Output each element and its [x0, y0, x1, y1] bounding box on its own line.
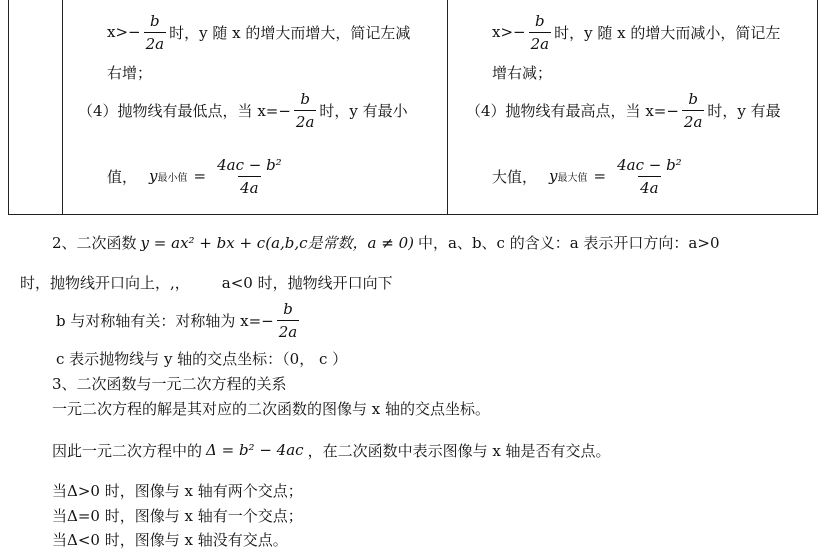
c-meaning-line: c 表示抛物线与 y 轴的交点坐标：（0， c ） — [56, 350, 348, 368]
left-l3-pre: （4）抛物线有最低点，当 x=− — [78, 101, 291, 120]
p2-intro: 2、二次函数 — [52, 233, 137, 252]
left-line-4 — [107, 154, 287, 198]
right-l3-fraction — [682, 90, 705, 131]
left-l4-num: 4ac − b² — [217, 155, 282, 174]
delta-pre: 因此一元二次方程中的 — [52, 441, 203, 460]
left-l3-post: 时，y 有最小 — [319, 101, 408, 120]
axis-line-pre: b 与对称轴有关：对称轴为 x=− — [56, 311, 274, 330]
right-l4-fraction — [615, 156, 684, 197]
case-delta-negative: 当Δ<0 时，图像与 x 轴没有交点。 — [52, 531, 288, 549]
right-l4-num: 4ac − b² — [617, 155, 682, 174]
left-l1-den: 2a — [144, 32, 167, 53]
right-line-3 — [466, 88, 781, 132]
p2-upward: 时，抛物线开口向上，,， — [20, 273, 190, 292]
left-l1-fraction — [144, 12, 167, 53]
paragraph-2-cont — [20, 272, 393, 292]
section-3-title: 3、二次函数与一元二次方程的关系 — [52, 375, 287, 393]
left-l3-fraction — [294, 90, 317, 131]
left-l4-fraction — [215, 156, 284, 197]
right-l1-den: 2a — [529, 32, 552, 53]
right-l3-den: 2a — [682, 110, 705, 131]
right-l3-pre: （4）抛物线有最高点，当 x=− — [466, 101, 679, 120]
delta-line — [52, 440, 611, 460]
left-l4-y: y — [149, 167, 158, 185]
left-l3-den: 2a — [294, 110, 317, 131]
p2-formula: y = ax² + bx + c(a,b,c是常数，a ≠ 0) — [140, 233, 414, 252]
left-l4-eq: = — [193, 167, 207, 185]
case-delta-positive: 当Δ>0 时，图像与 x 轴有两个交点； — [52, 482, 303, 500]
right-l4-y: y — [549, 167, 558, 185]
delta-post: ，在二次函数中表示图像与 x 轴是否有交点。 — [307, 441, 611, 460]
left-line-3 — [78, 88, 408, 132]
right-l1-post: 时，y 随 x 的增大而减小，简记左 — [554, 23, 781, 42]
p2-downward: a<0 时，抛物线开口向下 — [221, 273, 393, 292]
right-l4-sub: 最大值 — [557, 172, 588, 184]
case-delta-zero: 当Δ=0 时，图像与 x 轴有一个交点； — [52, 507, 303, 525]
paragraph-2 — [52, 232, 719, 252]
right-l1-num: b — [535, 11, 545, 30]
right-l1-pre: x>− — [492, 23, 526, 41]
right-l4-den: 4a — [638, 176, 661, 197]
left-l1-pre: x>− — [107, 23, 141, 41]
left-line-1 — [107, 10, 410, 54]
left-l1-post: 时，y 随 x 的增大而增大，简记左减 — [169, 23, 411, 42]
left-l1-num: b — [150, 11, 160, 30]
axis-line — [56, 296, 302, 344]
delta-formula: Δ = b² − 4ac — [206, 441, 304, 459]
axis-fraction — [277, 300, 300, 341]
left-line-2: 右增； — [107, 64, 153, 82]
right-line-4 — [492, 154, 687, 198]
right-l4-eq: = — [593, 167, 607, 185]
right-line-1 — [492, 10, 780, 54]
right-l3-num: b — [688, 89, 698, 108]
right-l3-post: 时，y 有最 — [707, 101, 781, 120]
left-l4-den: 4a — [238, 176, 261, 197]
axis-num: b — [283, 299, 293, 318]
section-3-line-1: 一元二次方程的解是其对应的二次函数的图像与 x 轴的交点坐标。 — [52, 400, 490, 418]
left-l4-pre: 值， — [107, 167, 138, 186]
left-l4-sub: 最小值 — [157, 172, 188, 184]
table-col-divider-1 — [62, 0, 63, 214]
table-col-divider-2 — [447, 0, 448, 214]
right-line-2: 增右减； — [492, 64, 553, 82]
axis-den: 2a — [277, 320, 300, 341]
right-l1-fraction — [529, 12, 552, 53]
left-l3-num: b — [300, 89, 310, 108]
right-l4-pre: 大值， — [492, 167, 538, 186]
p2-meaning: 中，a、b、c 的含义：a 表示开口方向：a>0 — [418, 233, 720, 252]
